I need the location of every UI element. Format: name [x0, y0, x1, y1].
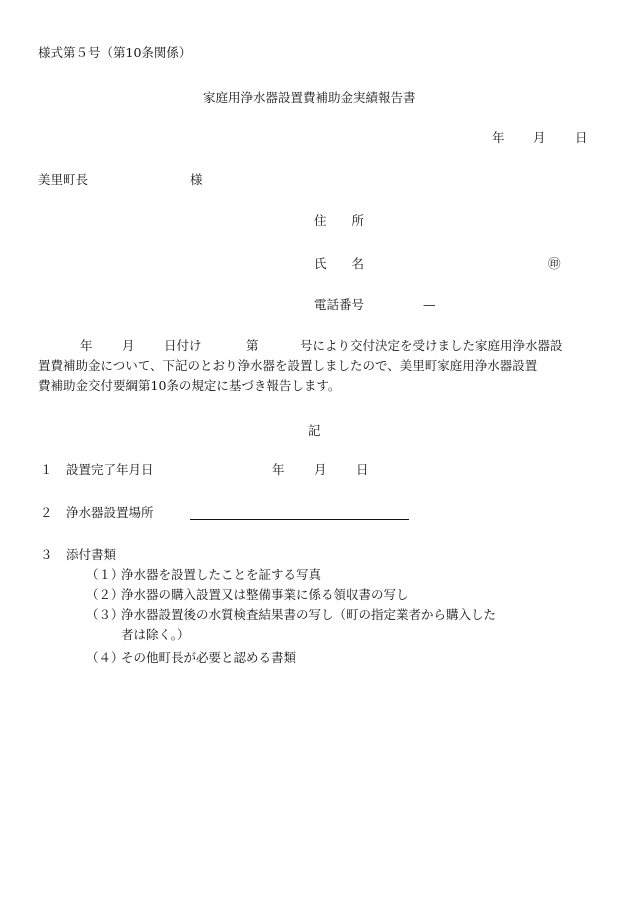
- date-month: 月: [533, 130, 546, 145]
- body-line1-rest: 号により交付決定を受けました家庭用浄水器設: [300, 338, 563, 353]
- addressee-honorific: 様: [190, 172, 203, 187]
- item3-label: 添付書類: [66, 547, 117, 562]
- body-month: 月: [122, 338, 135, 353]
- body-dai: 第: [246, 338, 259, 353]
- attachment-3-number: （３）: [86, 607, 124, 622]
- body-line2: 置費補助金について、下記のとおり浄水器を設置しましたので、美里町家庭用浄水器設置: [38, 358, 538, 373]
- body-year: 年: [80, 338, 93, 353]
- item1-year: 年: [272, 462, 285, 477]
- attachment-2-number: （２）: [86, 587, 124, 602]
- attachment-2-text: 浄水器の購入設置又は整備事業に係る領収書の写し: [121, 587, 409, 602]
- attachment-4-number: （４）: [86, 650, 124, 665]
- attachment-3-text: 浄水器設置後の水質検査結果書の写し（町の指定業者から購入した: [121, 607, 497, 622]
- body-line3: 費補助金交付要綱第10条の規定に基づき報告します。: [38, 378, 341, 393]
- attachment-1-text: 浄水器を設置したことを証する写真: [121, 567, 322, 582]
- item1-label: 設置完了年月日: [66, 462, 154, 477]
- attachment-4-text: その他町長が必要と認める書類: [121, 650, 297, 665]
- item2-number: ２: [40, 505, 53, 520]
- item1-day: 日: [356, 462, 369, 477]
- body-date-suffix: 日付け: [164, 338, 202, 353]
- date-year: 年: [492, 130, 505, 145]
- form-number: 様式第５号（第10条関係）: [38, 45, 192, 60]
- attachment-3-continuation: 者は除く。）: [121, 627, 190, 642]
- item1-month: 月: [314, 462, 327, 477]
- document-title: 家庭用浄水器設置費補助金実績報告書: [203, 90, 416, 105]
- date-day: 日: [575, 130, 588, 145]
- item1-number: １: [40, 462, 53, 477]
- seal-mark: ㊞: [548, 256, 561, 271]
- address-label: 住 所: [314, 213, 365, 228]
- name-label: 氏 名: [314, 256, 365, 271]
- ki-heading: 記: [308, 423, 321, 438]
- item3-number: ３: [40, 547, 53, 562]
- location-underline: [190, 519, 409, 520]
- phone-label: 電話番号: [314, 297, 365, 312]
- addressee-name: 美里町長: [38, 172, 89, 187]
- attachment-1-number: （１）: [86, 567, 124, 582]
- item2-label: 浄水器設置場所: [66, 505, 154, 520]
- phone-dash: —: [423, 297, 436, 312]
